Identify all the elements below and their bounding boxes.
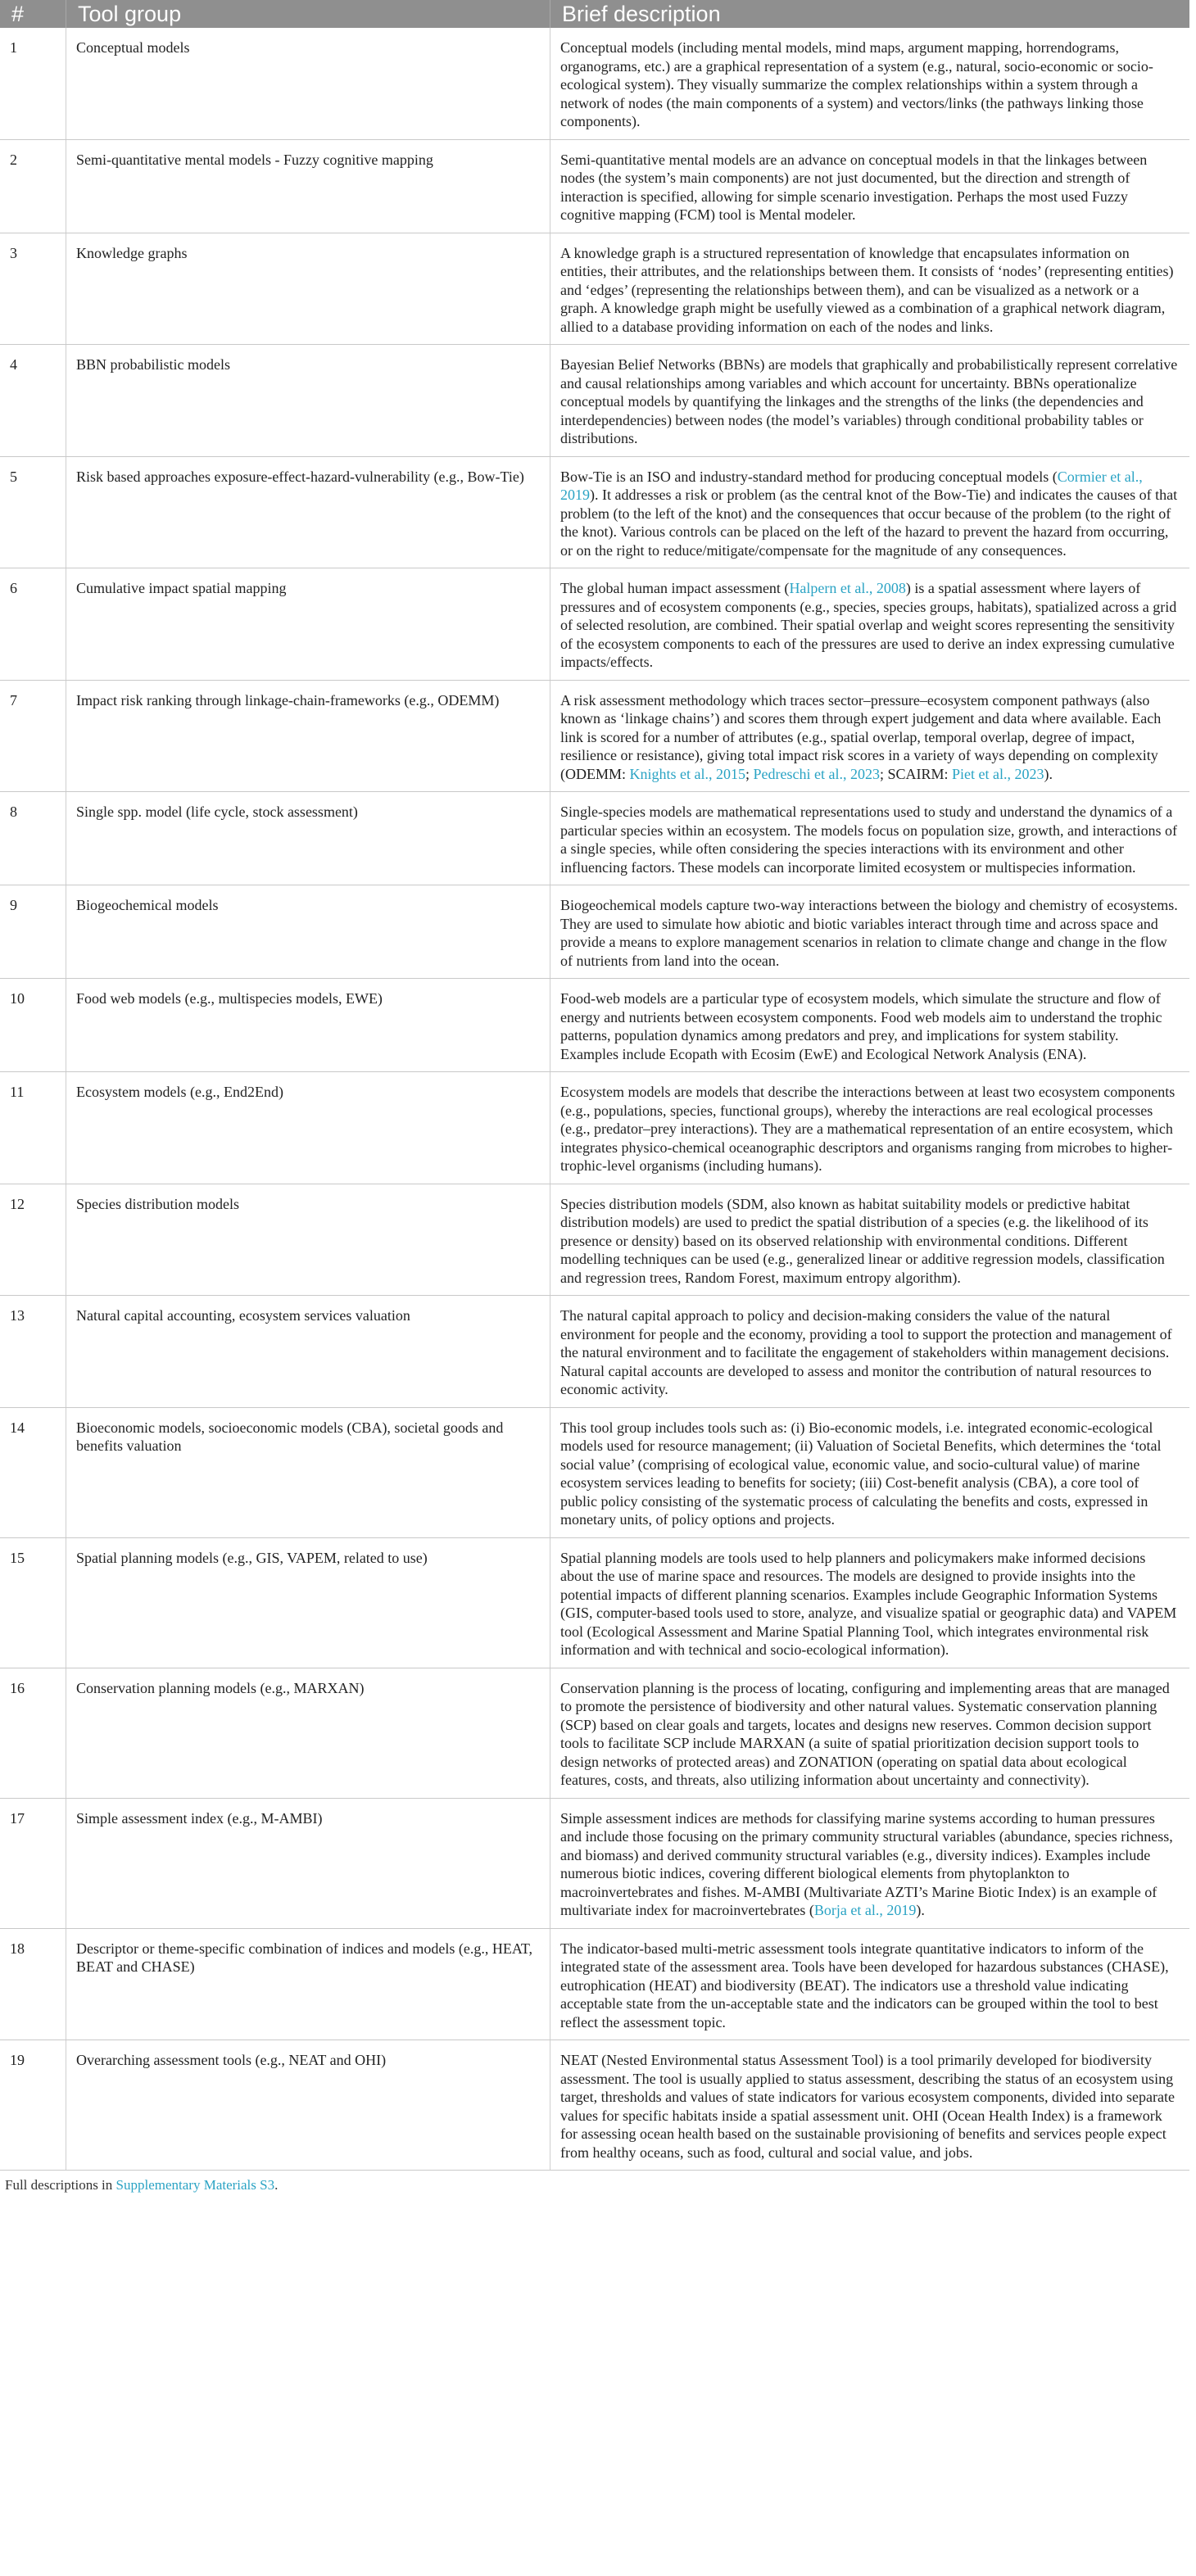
citation-link[interactable]: Piet et al., 2023 xyxy=(952,765,1044,782)
row-tool-group: Impact risk ranking through linkage-chain-frameworks (e.g., ODEMM) xyxy=(66,680,550,792)
table-row xyxy=(0,28,1189,139)
footnote-prefix: Full descriptions in xyxy=(5,2177,116,2193)
table-row xyxy=(0,1668,1189,1798)
row-tool-group: Biogeochemical models xyxy=(66,885,550,979)
table-row xyxy=(0,456,1189,568)
row-number: 13 xyxy=(0,1296,66,1408)
description-text: ; SCAIRM: xyxy=(879,765,953,782)
row-tool-group: Semi-quantitative mental models - Fuzzy cognitive mapping xyxy=(66,139,550,233)
description-text: Spatial planning models are tools used to help planners and policymakers make informed decisions about the use of marine space and resources. The models are designed to provide insights into the potential impacts of different planning scenarios. Examples include Geographic Information Systems (GIS, computer-based tools used to store, analyze, and visualize spatial or geographic data) and VAPEM tool (Ecological Assessment and Marine Spatial Planning Tool, which integrates environmental risk information and with technical and socio-ecological information). xyxy=(560,1549,1177,1658)
table-header xyxy=(0,0,1189,28)
row-tool-group: Species distribution models xyxy=(66,1184,550,1296)
table-row xyxy=(0,1296,1189,1408)
description-text: Bayesian Belief Networks (BBNs) are models that graphically and probabilistically represent correlative and causal relationships among variables and which account for uncertainty. BBNs operationalize conceptual models by quantifying the linkages and the strengths of the links (the dependencies and interdependencies) between nodes (the model’s variables) through conditional probability tables or distributions. xyxy=(560,356,1178,446)
row-number: 8 xyxy=(0,792,66,885)
description-text: The global human impact assessment ( xyxy=(560,580,790,596)
description-text: Bow-Tie is an ISO and industry-standard method for producing conceptual models ( xyxy=(560,468,1058,485)
description-text: The indicator-based multi-metric assessment tools integrate quantitative indicators to inform of the integrated state of the assessment area. Tools have been developed for hazardous substances (CHASE), eutrophication (HEAT) and biodiversity (BEAT). The indicators use a threshold value indicating acceptable state from the un-acceptable state and the indicators can be grouped within the tool to best reflect the assessment topic. xyxy=(560,1940,1169,2030)
row-tool-group: Overarching assessment tools (e.g., NEAT and OHI) xyxy=(66,2040,550,2171)
description-text: This tool group includes tools such as: (i) Bio-economic models, i.e. integrated economic-ecological models used for resource management; (ii) Valuation of Societal Benefits, which determines the ‘total social value’ (comprising of ecological value, economic value, and socio-cultural value) of marine ecosystem services leading to benefits for society; (iii) Cost-benefit analysis (CBA), a core tool of public policy consisting of the systematic process of calculating the benefits and costs, expressed in monetary units, of policy options and projects. xyxy=(560,1419,1162,1528)
description-text: Semi-quantitative mental models are an advance on conceptual models in that the linkages between nodes (the system’s main components) are not just documented, but the direction and strength of interaction is specified, allowing for simple scenario investigation. Perhaps the most used Fuzzy cognitive mapping (FCM) tool is Mental modeler. xyxy=(560,151,1148,223)
table-row xyxy=(0,979,1189,1072)
header-brief-description: Brief description xyxy=(550,0,1190,28)
row-number: 17 xyxy=(0,1798,66,1928)
description-text: Biogeochemical models capture two-way interactions between the biology and chemistry of ecosystems. They are used to simulate how abiotic and biotic variables interact through time and across space and provide a means to explore management scenarios in relation to climate change and change in the flow of nutrients from land into the ocean. xyxy=(560,897,1178,969)
row-description xyxy=(550,1668,1190,1798)
description-text: A risk assessment methodology which traces sector–pressure–ecosystem component pathways (also known as ‘linkage chains’) and scores them through expert judgement and data where available. Each link is scored for a number of attributes (e.g., spatial overlap, temporal overlap, degree of impact, resilience or resistance), giving total impact risk scores in a variety of ways depending on complexity (ODEMM: xyxy=(560,691,1162,782)
table-body xyxy=(0,28,1189,2171)
row-description xyxy=(550,345,1190,457)
row-number: 2 xyxy=(0,139,66,233)
row-description xyxy=(550,2040,1190,2171)
row-number: 18 xyxy=(0,1928,66,2040)
row-tool-group: Risk based approaches exposure-effect-hazard-vulnerability (e.g., Bow-Tie) xyxy=(66,456,550,568)
description-text: A knowledge graph is a structured representation of knowledge that encapsulates information on entities, their attributes, and the relationships between them. It consists of ‘nodes’ (representing entities) and ‘edges’ (representing the relationships between them), and can be visualized as a network or a graph. A knowledge graph might be usefully viewed as a combination of a graphical network diagram, allied to a database providing information on each of the nodes and links. xyxy=(560,244,1174,335)
row-number: 5 xyxy=(0,456,66,568)
table-row xyxy=(0,2040,1189,2171)
citation-link[interactable]: Knights et al., 2015 xyxy=(629,765,745,782)
row-tool-group: BBN probabilistic models xyxy=(66,345,550,457)
table-row xyxy=(0,1537,1189,1668)
row-description xyxy=(550,1296,1190,1408)
row-description xyxy=(550,456,1190,568)
row-number: 16 xyxy=(0,1668,66,1798)
header-number: # xyxy=(11,1,25,26)
row-tool-group: Spatial planning models (e.g., GIS, VAPEM, related to use) xyxy=(66,1537,550,1668)
citation-link[interactable]: Halpern et al., 2008 xyxy=(789,580,906,596)
row-description xyxy=(550,1798,1190,1928)
description-text: Single-species models are mathematical representations used to study and understand the dynamics of a particular species within an ecosystem. The models focus on population size, growth, and interactions of a single species, while often considering the species interactions with its environment and other influencing factors. These models can incorporate limited ecosystem or multispecies information. xyxy=(560,804,1177,876)
table-row xyxy=(0,139,1189,233)
row-description xyxy=(550,28,1190,139)
row-number: 7 xyxy=(0,680,66,792)
row-number: 6 xyxy=(0,568,66,681)
row-number: 19 xyxy=(0,2040,66,2171)
supplementary-materials-link[interactable]: Supplementary Materials S3 xyxy=(116,2177,275,2193)
description-text: ) is a spatial assessment where layers of pressures and of ecosystem components (e.g., species, species groups, habitats), spatialized across a grid of selected resolution, are combined. Their spatial overlap and weight scores representing the sensitivity of the ecosystem components to each of the pressures are used to derive an index expressing cumulative impacts/effects. xyxy=(560,580,1177,670)
description-text: ). xyxy=(916,1902,925,1918)
row-description xyxy=(550,979,1190,1072)
header-row xyxy=(0,0,1189,28)
description-text: Species distribution models (SDM, also known as habitat suitability models or predictive habitat distribution models) are used to predict the spatial distribution of a species (e.g. the likelihood of its presence or density) based on its observed relationship with environmental conditions. Different modelling techniques can be used (e.g., generalized linear or additive regression models, classification and regression trees, Random Forest, maximum entropy algorithm). xyxy=(560,1195,1165,1286)
description-text: ; xyxy=(745,765,754,782)
table-row xyxy=(0,1184,1189,1296)
row-description xyxy=(550,139,1190,233)
row-description xyxy=(550,1928,1190,2040)
description-text: ). It addresses a risk or problem (as the central knot of the Bow-Tie) and indicates the causes of that problem (to the left of the knot) and the consequences that occur because of the problem (to the right of the knot). Various controls can be placed on the left of the hazard to prevent the hazard from occurring, or on the right to reduce/mitigate/compensate for the magnitude of any consequences. xyxy=(560,487,1178,559)
row-tool-group: Conservation planning models (e.g., MARXAN) xyxy=(66,1668,550,1798)
row-tool-group: Conceptual models xyxy=(66,28,550,139)
row-description xyxy=(550,680,1190,792)
row-description xyxy=(550,568,1190,681)
row-tool-group: Food web models (e.g., multispecies models, EWE) xyxy=(66,979,550,1072)
table-row xyxy=(0,233,1189,345)
table-row xyxy=(0,568,1189,681)
citation-link[interactable]: Pedreschi et al., 2023 xyxy=(753,765,880,782)
table-footnote xyxy=(0,2171,1196,2193)
row-description xyxy=(550,1072,1190,1184)
citation-link[interactable]: Borja et al., 2019 xyxy=(813,1902,917,1918)
row-tool-group: Bioeconomic models, socioeconomic models (CBA), societal goods and benefits valuation xyxy=(66,1407,550,1537)
table-row xyxy=(0,1407,1189,1537)
row-description xyxy=(550,885,1190,979)
row-number: 11 xyxy=(0,1072,66,1184)
description-text: ). xyxy=(1044,765,1053,782)
row-description xyxy=(550,1184,1190,1296)
citation-link[interactable]: Cormier et al., 2019 xyxy=(560,468,1143,503)
row-number: 9 xyxy=(0,885,66,979)
row-description xyxy=(550,233,1190,345)
row-tool-group: Simple assessment index (e.g., M-AMBI) xyxy=(66,1798,550,1928)
row-description xyxy=(550,1407,1190,1537)
row-number: 12 xyxy=(0,1184,66,1296)
row-tool-group: Descriptor or theme-specific combination of indices and models (e.g., HEAT, BEAT and CHASE) xyxy=(66,1928,550,2040)
description-text: NEAT (Nested Environmental status Assessment Tool) is a tool primarily developed for biodiversity assessment. The tool is usually applied to status assessment, describing the status of an ecosystem using target, thresholds and values of state indicators for various ecosystem components, divided into separate values for specific habitats inside a spatial assessment unit. OHI (Ocean Health Index) is a framework for assessing ocean health based on the sustainable provisioning of benefits and services people expect from healthy oceans, such as food, cultural and social value, and jobs. xyxy=(560,2052,1175,2161)
row-tool-group: Ecosystem models (e.g., End2End) xyxy=(66,1072,550,1184)
row-number: 14 xyxy=(0,1407,66,1537)
row-description xyxy=(550,792,1190,885)
row-number: 1 xyxy=(0,28,66,139)
table-row xyxy=(0,885,1189,979)
description-text: Conservation planning is the process of locating, configuring and implementing areas that are managed to promote the persistence of biodiversity and other natural values. Systematic conservation planning (SCP) based on clear goals and targets, locates and designs new reserves. Common decision support tools to facilitate SCP include MARXAN (a suite of spatial prioritization decision support tools to design networks of protected areas) and ZONATION (operating on spatial data about ecological features, costs, and threats, also utilizing information about uncertainty and connectivity). xyxy=(560,1679,1170,1788)
footnote-suffix: . xyxy=(274,2177,279,2193)
row-number: 4 xyxy=(0,345,66,457)
description-text: Food-web models are a particular type of ecosystem models, which simulate the structure and flow of energy and nutrients between ecosystem components. Food web models aim to understand the trophic patterns, population dynamics among predators and prey, and implications for system stability. Examples include Ecopath with Ecosim (EwE) and Ecological Network Analysis (ENA). xyxy=(560,990,1162,1062)
description-text: Conceptual models (including mental models, mind maps, argument mapping, horrendograms, organograms, etc.) are a graphical representation of a system (e.g., natural, socio-economic or socio-ecological system). They visually summarize the complex relationships within a system through a network of nodes (the main components of a system) and vectors/links (the pathways linking those components). xyxy=(560,39,1153,129)
table-row xyxy=(0,792,1189,885)
row-tool-group: Cumulative impact spatial mapping xyxy=(66,568,550,681)
table-row xyxy=(0,345,1189,457)
description-text: The natural capital approach to policy and decision-making considers the value of the natural environment for people and the economy, providing a tool to support the protection and management of the natural environment and to facilitate the engagement of stakeholders within management decisions. Natural capital accounts are developed to assess and monitor the contribution of natural resources to economic activity. xyxy=(560,1307,1172,1397)
table-row xyxy=(0,1072,1189,1184)
row-number: 15 xyxy=(0,1537,66,1668)
row-tool-group: Natural capital accounting, ecosystem services valuation xyxy=(66,1296,550,1408)
table-row xyxy=(0,1928,1189,2040)
description-text: Ecosystem models are models that describe the interactions between at least two ecosystem components (e.g., populations, species, functional groups), whereby the interactions are real ecological processes (e.g., predator–prey interactions). They are a mathematical representation of an entire ecosystem, which integrates physico-chemical oceanographic descriptors and organisms ranging from microbes to higher-trophic-level organisms (including humans). xyxy=(560,1084,1176,1174)
header-tool-group: Tool group xyxy=(66,0,550,28)
row-tool-group: Knowledge graphs xyxy=(66,233,550,345)
row-number: 3 xyxy=(0,233,66,345)
row-number: 10 xyxy=(0,979,66,1072)
description-text: Simple assessment indices are methods for classifying marine systems according to human pressures and include those focusing on the primary community structural variables (abundance, species richness, and biomass) and derived community structural variables (e.g., diversity indices). Examples include numerous biotic indices, covering different biological elements from phytoplankton to macroinvertebrates and fishes. M-AMBI (Multivariate AZTI’s Marine Biotic Index) is an example of multivariate index for macroinvertebrates ( xyxy=(560,1809,1173,1918)
row-description xyxy=(550,1537,1190,1668)
row-tool-group: Single spp. model (life cycle, stock assessment) xyxy=(66,792,550,885)
table-row xyxy=(0,680,1189,792)
table-row xyxy=(0,1798,1189,1928)
